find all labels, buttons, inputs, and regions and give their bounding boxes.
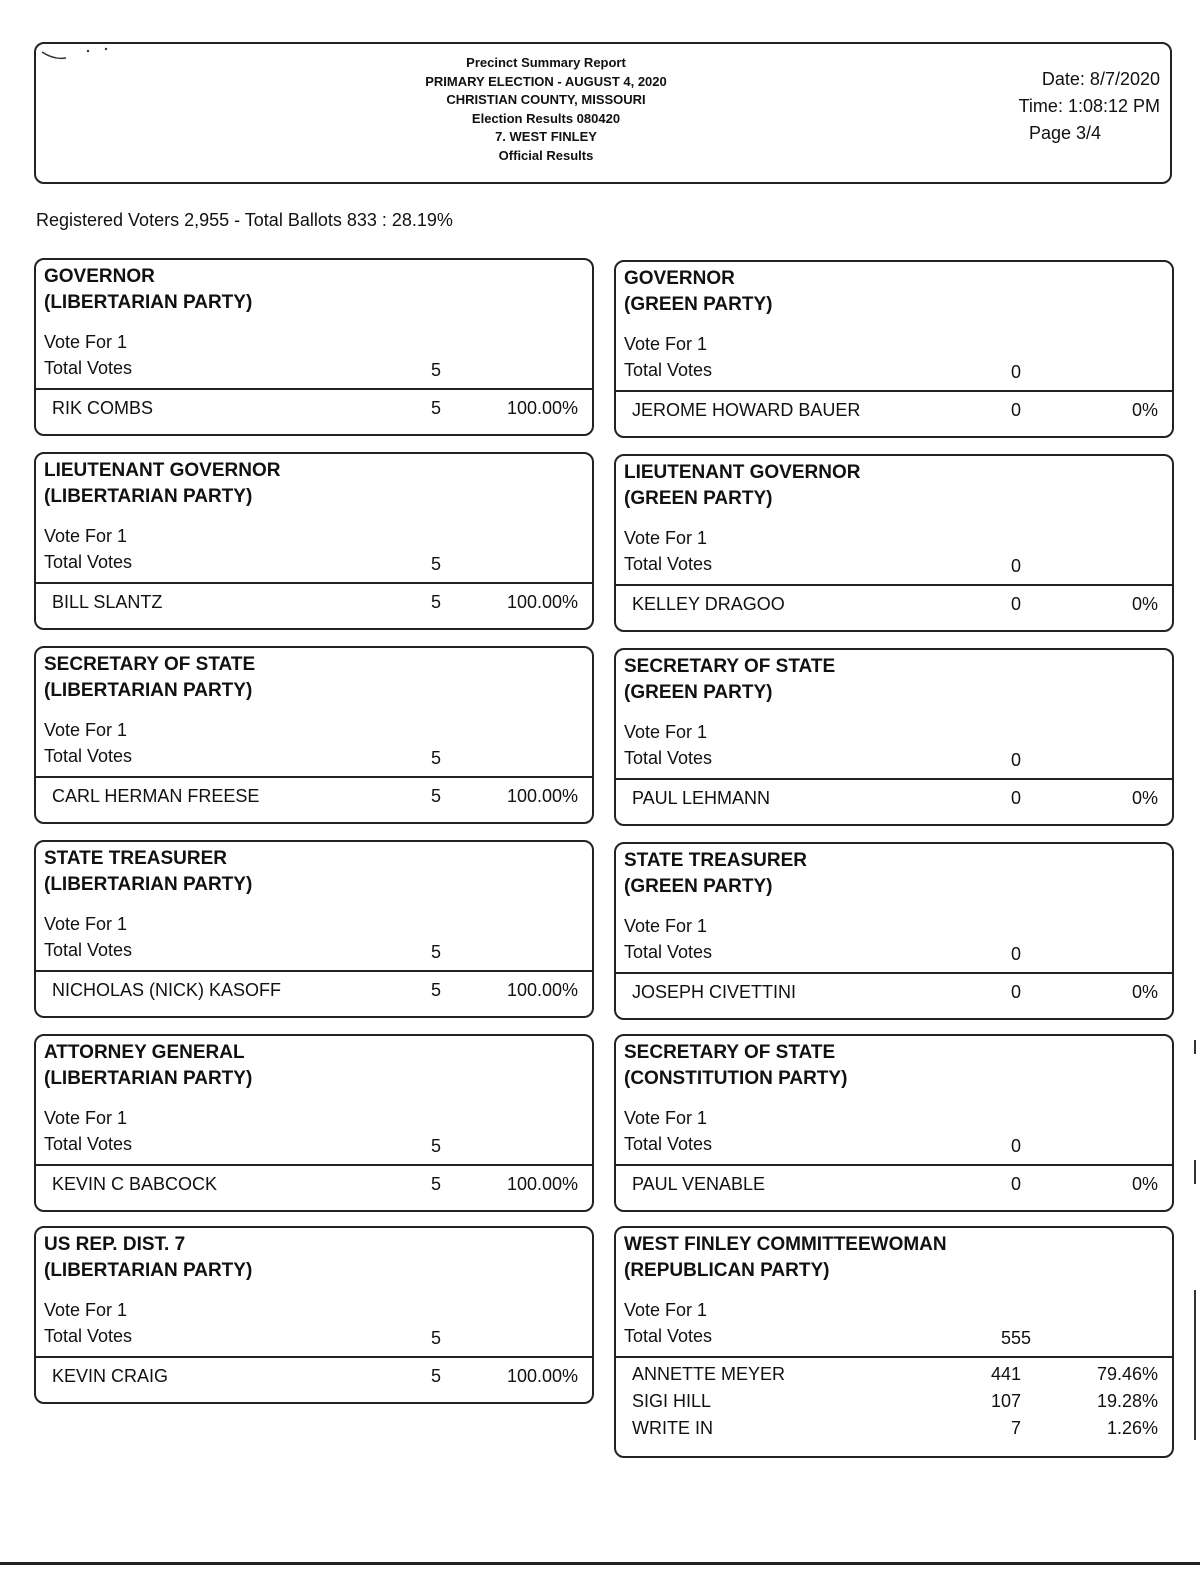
- candidate-votes: 7: [1010, 1418, 1021, 1438]
- candidate-percent: 1.26%: [1106, 1418, 1158, 1438]
- candidate-percent: 100.00%: [506, 1366, 578, 1386]
- race-party: (GREEN PARTY): [624, 488, 773, 509]
- candidate-percent: 0%: [1131, 400, 1158, 420]
- total-votes-value: 5: [430, 748, 441, 768]
- race-divider: [616, 1164, 1172, 1166]
- race-party: (GREEN PARTY): [624, 876, 773, 897]
- race-title: [44, 264, 252, 316]
- race-divider: [616, 778, 1172, 780]
- report-date: Date: 8/7/2020: [1041, 69, 1160, 89]
- registered-voters-summary: Registered Voters 2,955 - Total Ballots 833 : 28.19%: [36, 210, 453, 230]
- total-votes-value: 0: [1010, 362, 1021, 382]
- vote-for-label: Vote For 1: [624, 916, 708, 936]
- race-party: (GREEN PARTY): [624, 294, 773, 315]
- report-time: Time: 1:08:12 PM: [1018, 96, 1160, 116]
- race-party: (LIBERTARIAN PARTY): [44, 486, 253, 507]
- candidate-name: RIK COMBS: [52, 398, 154, 418]
- total-votes-label: Total Votes: [44, 358, 133, 378]
- candidate-name: SIGI HILL: [632, 1391, 712, 1411]
- race-title: [44, 1040, 252, 1092]
- race-divider: [36, 388, 592, 390]
- total-votes-label: Total Votes: [624, 1326, 713, 1346]
- candidate-percent: 100.00%: [506, 786, 578, 806]
- candidate-percent: 0%: [1131, 1174, 1158, 1194]
- candidate-row: [616, 1418, 1172, 1445]
- candidate-row: [36, 398, 592, 425]
- total-votes-value: 5: [430, 1136, 441, 1156]
- candidate-row: [36, 1174, 592, 1201]
- vote-for-label: Vote For 1: [44, 1108, 128, 1128]
- candidate-name: KEVIN C BABCOCK: [52, 1174, 218, 1194]
- candidate-percent: 100.00%: [506, 398, 578, 418]
- candidate-row: [36, 592, 592, 619]
- race-box: [34, 840, 594, 1018]
- race-office: SECRETARY OF STATE: [624, 1042, 836, 1063]
- race-title: [44, 1232, 252, 1284]
- race-title: [44, 458, 280, 510]
- race-title: [44, 652, 255, 704]
- candidate-name: ANNETTE MEYER: [632, 1364, 786, 1384]
- race-office: SECRETARY OF STATE: [44, 654, 256, 675]
- candidate-row: [36, 980, 592, 1007]
- race-divider: [36, 970, 592, 972]
- race-divider: [616, 972, 1172, 974]
- candidate-votes: 107: [990, 1391, 1021, 1411]
- vote-for-label: Vote For 1: [624, 1108, 708, 1128]
- race-office: WEST FINLEY COMMITTEEWOMAN: [624, 1234, 947, 1255]
- scan-mark-icon: [40, 46, 120, 79]
- candidate-name: KELLEY DRAGOO: [632, 594, 785, 614]
- candidate-votes: 5: [430, 1366, 441, 1386]
- county-name: CHRISTIAN COUNTY, MISSOURI: [446, 92, 646, 107]
- precinct-name: 7. WEST FINLEY: [495, 129, 597, 144]
- total-votes-value: 555: [1000, 1328, 1032, 1348]
- race-box: [614, 842, 1174, 1020]
- total-votes-value: 0: [1010, 944, 1021, 964]
- total-votes-value: 5: [430, 554, 441, 574]
- candidate-row: [616, 400, 1172, 427]
- total-votes-label: Total Votes: [624, 360, 713, 380]
- race-party: (LIBERTARIAN PARTY): [44, 1260, 253, 1281]
- candidate-votes: 441: [990, 1364, 1021, 1384]
- race-party: (LIBERTARIAN PARTY): [44, 680, 253, 701]
- candidate-name: NICHOLAS (NICK) KASOFF: [52, 980, 282, 1000]
- candidate-name: KEVIN CRAIG: [52, 1366, 169, 1386]
- race-divider: [616, 584, 1172, 586]
- candidate-name: JOSEPH CIVETTINI: [632, 982, 797, 1002]
- report-meta: [970, 66, 1160, 147]
- race-divider: [616, 1356, 1172, 1358]
- candidate-percent: 100.00%: [506, 592, 578, 612]
- candidate-row: [616, 1391, 1172, 1418]
- page-bottom-rule: [0, 1562, 1200, 1565]
- candidate-row: [616, 982, 1172, 1009]
- race-title: [624, 654, 835, 706]
- race-office: STATE TREASURER: [624, 850, 807, 871]
- vote-for-label: Vote For 1: [44, 526, 128, 546]
- race-box: [34, 646, 594, 824]
- total-votes-label: Total Votes: [44, 1134, 133, 1154]
- race-office: GOVERNOR: [624, 268, 735, 289]
- total-votes-value: 5: [430, 1328, 441, 1348]
- race-title: [624, 266, 772, 318]
- total-votes-label: Total Votes: [44, 940, 133, 960]
- race-box: [34, 258, 594, 436]
- race-box: [34, 1034, 594, 1212]
- candidate-name: JEROME HOWARD BAUER: [632, 400, 861, 420]
- race-office: LIEUTENANT GOVERNOR: [44, 460, 281, 481]
- race-office: SECRETARY OF STATE: [624, 656, 836, 677]
- election-name: PRIMARY ELECTION - AUGUST 4, 2020: [425, 73, 667, 89]
- scan-edge-mark: [1194, 1040, 1196, 1054]
- vote-for-label: Vote For 1: [44, 720, 128, 740]
- race-box: [614, 1034, 1174, 1212]
- candidate-percent: 0%: [1131, 594, 1158, 614]
- candidate-name: WRITE IN: [632, 1418, 713, 1438]
- race-title: [624, 848, 807, 900]
- total-votes-label: Total Votes: [624, 1134, 713, 1154]
- vote-for-label: Vote For 1: [44, 1300, 128, 1320]
- race-party: (LIBERTARIAN PARTY): [44, 874, 253, 895]
- candidate-percent: 100.00%: [506, 980, 578, 1000]
- candidate-votes: 5: [430, 398, 441, 418]
- candidate-row: [616, 788, 1172, 815]
- race-title: [44, 846, 252, 898]
- report-header: [34, 42, 1172, 184]
- vote-for-label: Vote For 1: [44, 914, 128, 934]
- race-office: ATTORNEY GENERAL: [44, 1042, 245, 1063]
- race-box: [614, 648, 1174, 826]
- total-votes-label: Total Votes: [44, 746, 133, 766]
- race-party: (REPUBLICAN PARTY): [624, 1260, 830, 1281]
- candidate-votes: 0: [1010, 1174, 1021, 1194]
- race-party: (LIBERTARIAN PARTY): [44, 1068, 253, 1089]
- vote-for-label: Vote For 1: [624, 528, 708, 548]
- results-id: Election Results 080420: [471, 110, 621, 126]
- race-title: [624, 1040, 847, 1092]
- candidate-votes: 0: [1010, 594, 1021, 614]
- total-votes-label: Total Votes: [624, 942, 713, 962]
- race-party: (CONSTITUTION PARTY): [624, 1068, 848, 1089]
- race-box: [34, 452, 594, 630]
- race-box: [34, 1226, 594, 1404]
- race-title: [624, 460, 860, 512]
- total-votes-value: 0: [1010, 750, 1021, 770]
- race-office: LIEUTENANT GOVERNOR: [624, 462, 861, 483]
- report-title: Precinct Summary Report: [466, 55, 626, 70]
- scan-edge-mark: [1194, 1160, 1196, 1184]
- candidate-votes: 5: [430, 980, 441, 1000]
- vote-for-label: Vote For 1: [624, 334, 708, 354]
- vote-for-label: Vote For 1: [624, 1300, 708, 1320]
- race-party: (LIBERTARIAN PARTY): [44, 292, 253, 313]
- race-box: [614, 1226, 1174, 1458]
- total-votes-value: 5: [430, 360, 441, 380]
- candidate-percent: 0%: [1131, 982, 1158, 1002]
- race-title: [624, 1232, 947, 1284]
- candidate-name: BILL SLANTZ: [52, 592, 163, 612]
- race-divider: [36, 1164, 592, 1166]
- total-votes-value: 5: [430, 942, 441, 962]
- race-office: US REP. DIST. 7: [44, 1234, 186, 1255]
- report-title-block: [336, 54, 756, 165]
- candidate-row: [36, 1366, 592, 1393]
- candidate-row: [616, 1364, 1172, 1391]
- total-votes-label: Total Votes: [44, 552, 133, 572]
- candidate-row: [616, 594, 1172, 621]
- candidate-name: PAUL LEHMANN: [632, 788, 771, 808]
- scan-edge-mark: [1194, 1290, 1196, 1440]
- total-votes-label: Total Votes: [624, 554, 713, 574]
- candidate-name: CARL HERMAN FREESE: [52, 786, 260, 806]
- race-office: GOVERNOR: [44, 266, 155, 287]
- page-number: Page 3/4: [1028, 123, 1102, 143]
- candidate-percent: 100.00%: [506, 1174, 578, 1194]
- total-votes-value: 0: [1010, 1136, 1021, 1156]
- race-divider: [36, 582, 592, 584]
- candidate-row: [36, 786, 592, 813]
- candidate-votes: 5: [430, 592, 441, 612]
- total-votes-label: Total Votes: [624, 748, 713, 768]
- candidate-percent: 19.28%: [1096, 1391, 1158, 1411]
- vote-for-label: Vote For 1: [44, 332, 128, 352]
- candidate-percent: 0%: [1131, 788, 1158, 808]
- total-votes-value: 0: [1010, 556, 1021, 576]
- vote-for-label: Vote For 1: [624, 722, 708, 742]
- candidate-votes: 0: [1010, 788, 1021, 808]
- candidate-votes: 0: [1010, 982, 1021, 1002]
- total-votes-label: Total Votes: [44, 1326, 133, 1346]
- candidate-votes: 0: [1010, 400, 1021, 420]
- race-box: [614, 260, 1174, 438]
- race-divider: [616, 390, 1172, 392]
- candidate-votes: 5: [430, 786, 441, 806]
- candidate-percent: 79.46%: [1096, 1364, 1158, 1384]
- race-party: (GREEN PARTY): [624, 682, 773, 703]
- race-divider: [36, 776, 592, 778]
- race-divider: [36, 1356, 592, 1358]
- race-box: [614, 454, 1174, 632]
- candidate-name: PAUL VENABLE: [632, 1174, 766, 1194]
- candidate-row: [616, 1174, 1172, 1201]
- results-status: Official Results: [498, 147, 594, 163]
- candidate-votes: 5: [430, 1174, 441, 1194]
- race-office: STATE TREASURER: [44, 848, 227, 869]
